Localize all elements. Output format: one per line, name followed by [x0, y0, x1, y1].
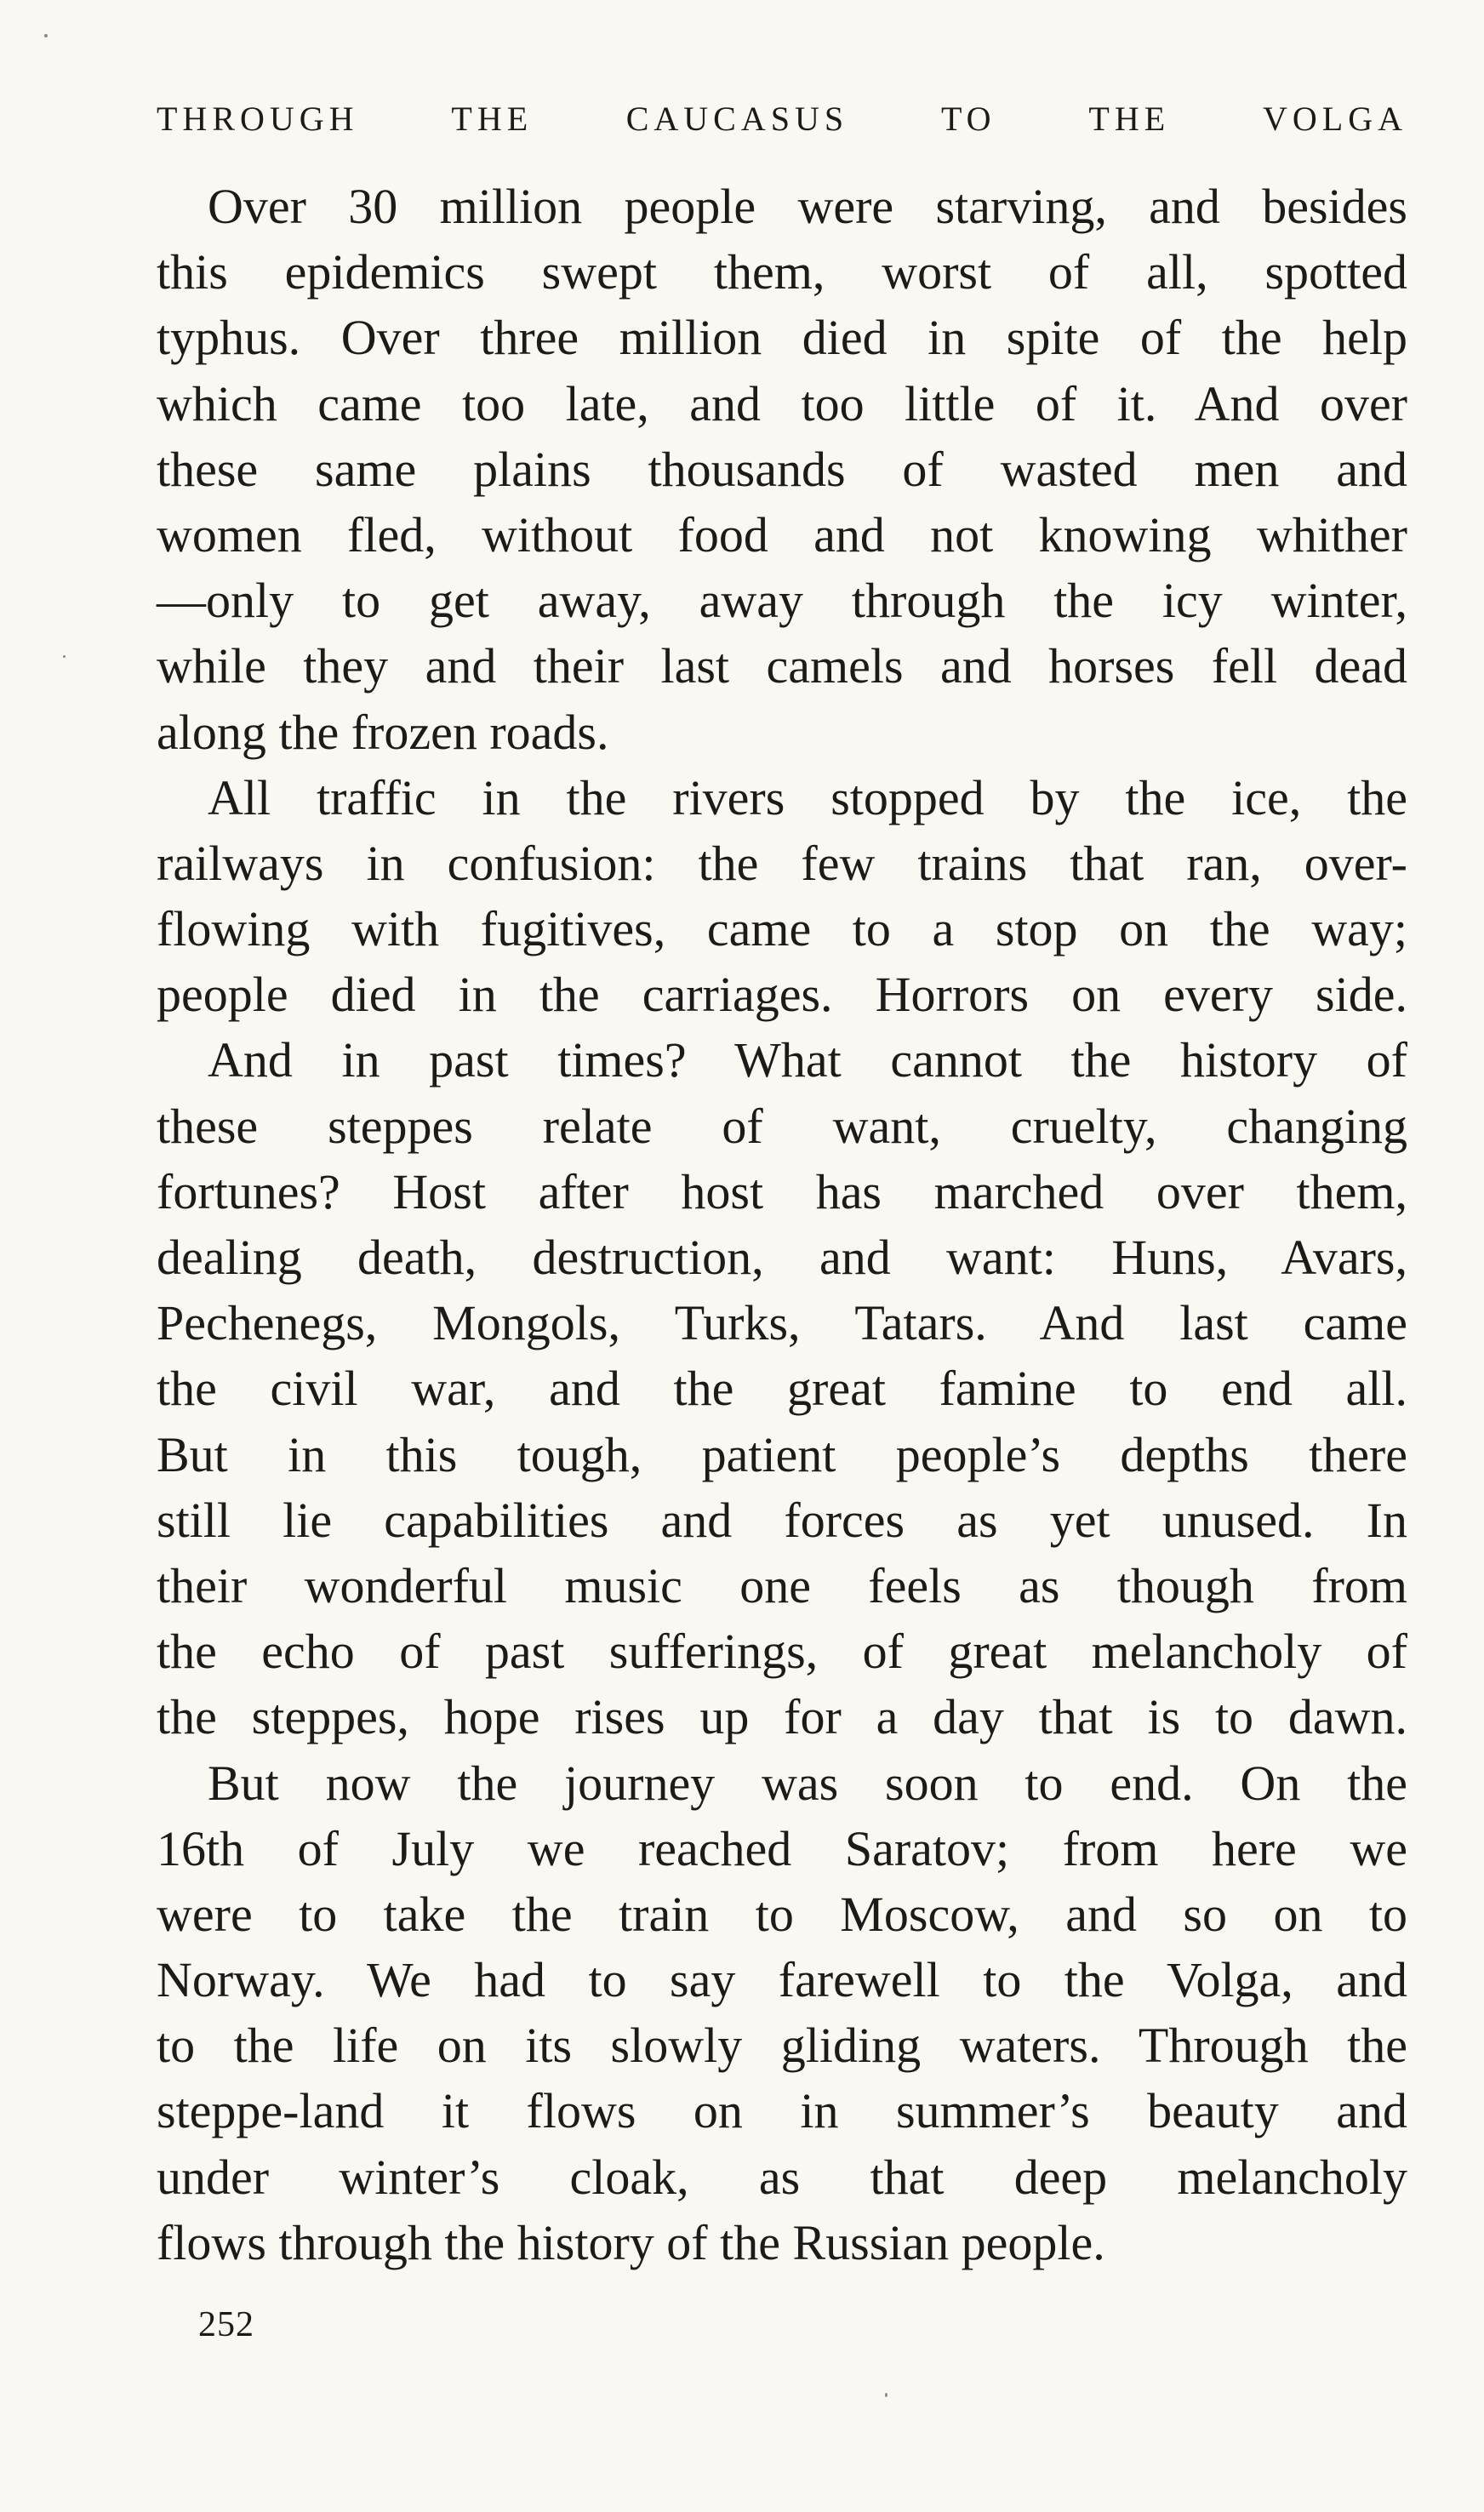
text-line: the civil war, and the great famine to end all. [157, 1361, 1407, 1417]
text-line: railways in confusion: the few trains that ran, over- [157, 835, 1407, 891]
text-line: while they and their last camels and horses fell dead [157, 638, 1407, 694]
text-line: the steppes, hope rises up for a day that is to dawn. [157, 1689, 1407, 1745]
text-line: these same plains thousands of wasted men and [157, 441, 1407, 497]
text-line: typhus. Over three million died in spite of the help [157, 310, 1407, 366]
text-line: people died in the carriages. Horrors on every side. [157, 967, 1407, 1023]
paper-speck [44, 34, 48, 37]
text-line: women fled, without food and not knowing whither [157, 506, 1407, 562]
paragraph-1 [157, 174, 1407, 765]
text-line: —only to get away, away through the icy winter, [157, 573, 1407, 629]
text-line: Over 30 million people were starving, and besides [208, 179, 1407, 234]
paragraph-3 [157, 1027, 1407, 1750]
text-line: All traffic in the rivers stopped by the ice, the [208, 769, 1407, 825]
text-line: along the frozen roads. [157, 704, 609, 760]
text-line: But in this tough, patient people’s depths there [157, 1426, 1407, 1482]
text-line: Norway. We had to say farewell to the Volga, and [157, 1952, 1407, 2008]
text-line: And in past times? What cannot the history of [208, 1032, 1407, 1088]
text-line: But now the journey was soon to end. On the [208, 1755, 1407, 1811]
text-line: this epidemics swept them, worst of all, spotted [157, 244, 1407, 300]
text-line: the echo of past sufferings, of great melancholy of [157, 1624, 1407, 1680]
text-line: still lie capabilities and forces as yet unused. In [157, 1492, 1407, 1548]
text-line: 16th of July we reached Saratov; from here we [157, 1820, 1407, 1876]
text-line: flowing with fugitives, came to a stop on the way; [157, 901, 1407, 957]
page-number: 252 [198, 2305, 254, 2344]
text-line: their wonderful music one feels as though from [157, 1557, 1407, 1613]
text-line: were to take the train to Moscow, and so on to [157, 1886, 1407, 1942]
text-line: steppe-land it flows on in summer’s beauty and [157, 2083, 1407, 2139]
body-text [157, 174, 1407, 2275]
paper-speck [885, 2393, 888, 2397]
text-line: dealing death, destruction, and want: Huns, Avars, [157, 1230, 1407, 1285]
paragraph-4 [157, 1750, 1407, 2276]
text-line: which came too late, and too little of it. And over [157, 375, 1407, 431]
text-line: fortunes? Host after host has marched over them, [157, 1163, 1407, 1219]
running-head: THROUGH THE CAUCASUS TO THE VOLGA [157, 100, 1407, 138]
text-line: to the life on its slowly gliding waters. Through the [157, 2018, 1407, 2074]
text-line: these steppes relate of want, cruelty, changing [157, 1098, 1407, 1154]
text-line: Pechenegs, Mongols, Turks, Tatars. And last came [157, 1295, 1407, 1351]
paper-speck [63, 655, 66, 658]
text-line: under winter’s cloak, as that deep melancholy [157, 2149, 1407, 2205]
text-line: flows through the history of the Russian people. [157, 2214, 1105, 2270]
paragraph-2 [157, 765, 1407, 1028]
